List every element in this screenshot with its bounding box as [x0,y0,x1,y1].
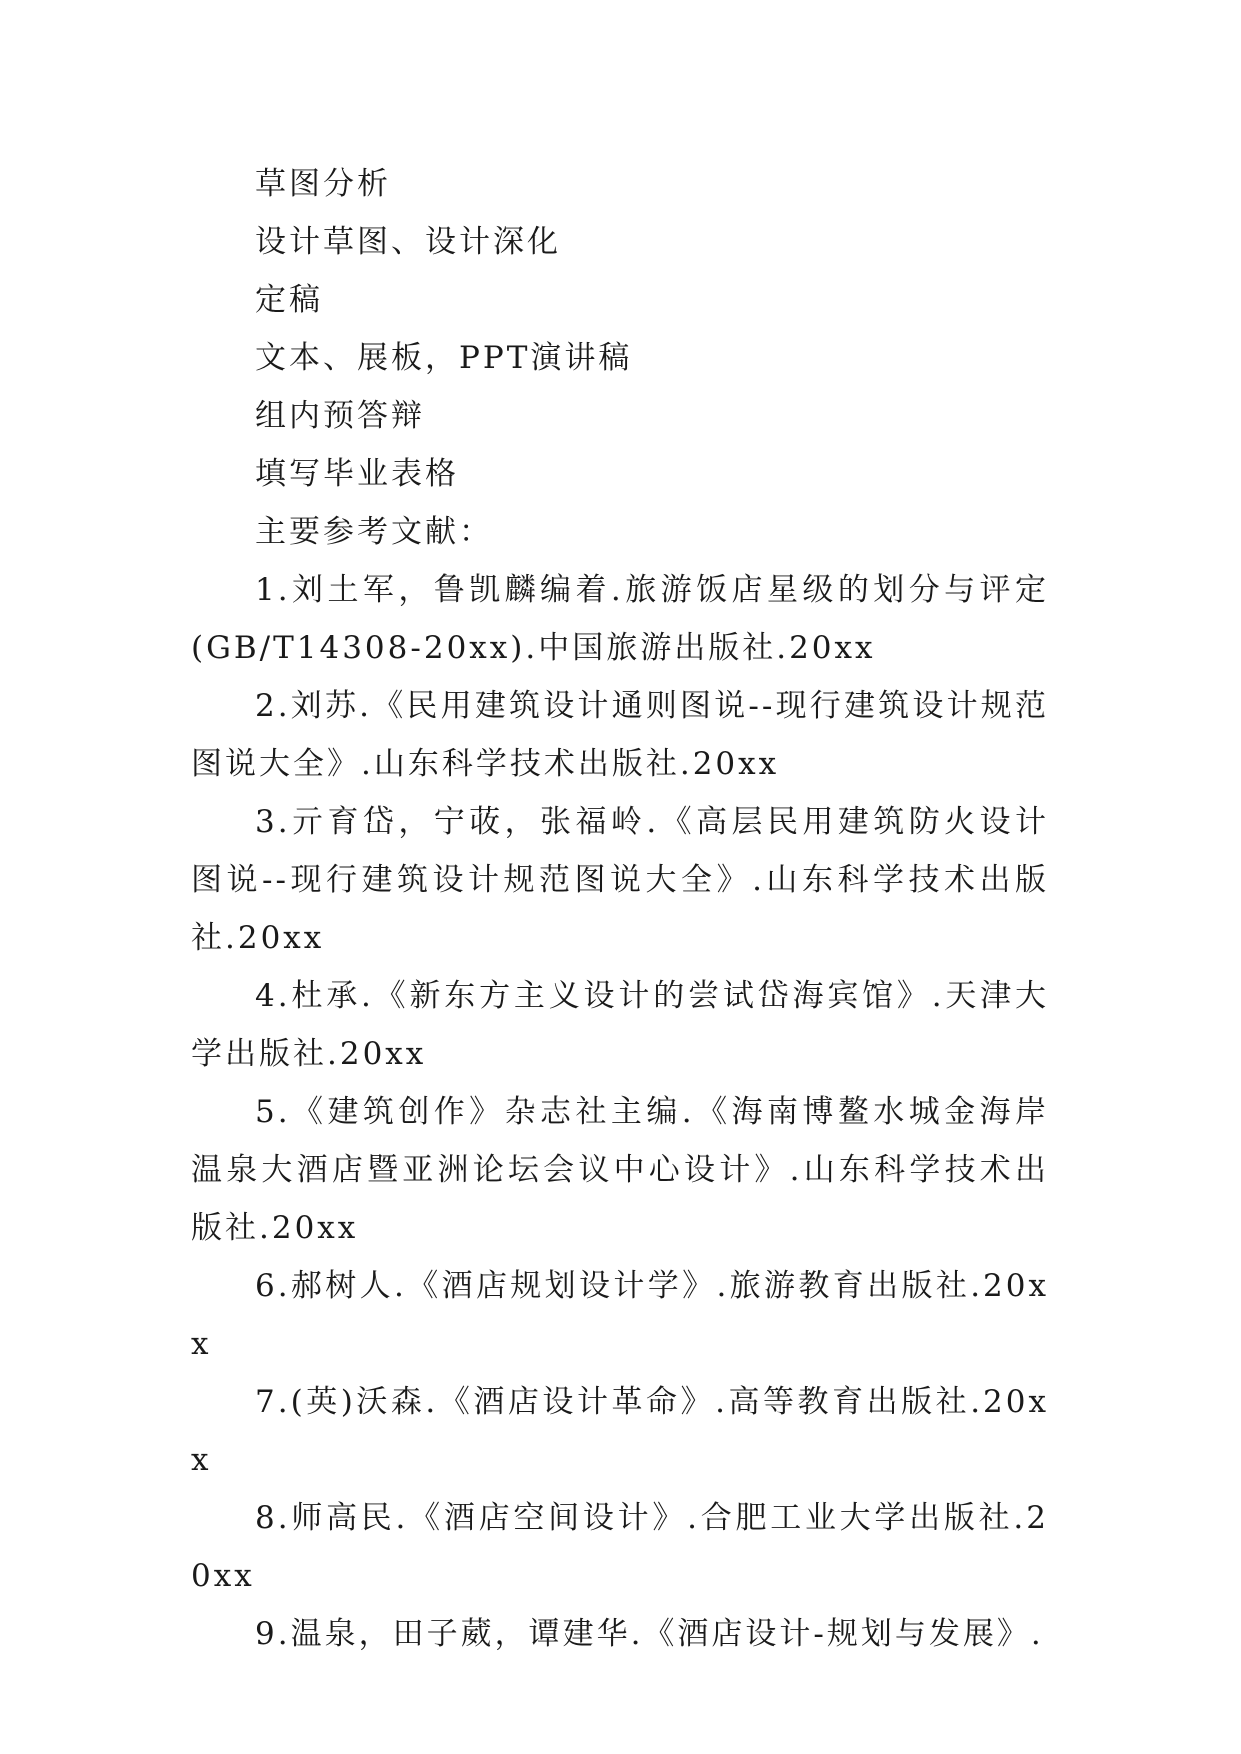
step-item: 文本、展板，PPT演讲稿 [255,340,633,376]
reference-item: 8.师高民.《酒店空间设计》.合肥工业大学出版社.20xx [191,1500,1049,1594]
step-item: 填写毕业表格 [255,456,459,492]
references-heading: 主要参考文献： [255,514,493,550]
reference-item: 1.刘土军，鲁凯麟编着.旅游饭店星级的划分与评定(GB/T14308-20xx).中国旅游出版社.20xx [191,572,1049,666]
reference-item: 2.刘苏.《民用建筑设计通则图说--现行建筑设计规范图说大全》.山东科学技术出版社.20xx [191,688,1049,782]
document-body [191,155,1049,1663]
reference-item: 7.(英)沃森.《酒店设计革命》.高等教育出版社.20xx [191,1384,1049,1478]
step-item: 定稿 [255,282,323,318]
step-item: 设计草图、设计深化 [255,224,561,260]
reference-item: 9.温泉，田子葳，谭建华.《酒店设计-规划与发展》. [255,1616,1044,1652]
step-item: 草图分析 [255,166,391,202]
step-item: 组内预答辩 [255,398,425,434]
reference-item: 6.郝树人.《酒店规划设计学》.旅游教育出版社.20xx [191,1268,1049,1362]
reference-item: 3.亓育岱，宁荍，张福岭.《高层民用建筑防火设计图说--现行建筑设计规范图说大全》.山东科学技术出版社.20xx [191,804,1049,956]
reference-item: 4.杜承.《新东方主义设计的尝试岱海宾馆》.天津大学出版社.20xx [191,978,1049,1072]
reference-item: 5.《建筑创作》杂志社主编.《海南博鳌水城金海岸温泉大酒店暨亚洲论坛会议中心设计》.山东科学技术出版社.20xx [191,1094,1049,1246]
